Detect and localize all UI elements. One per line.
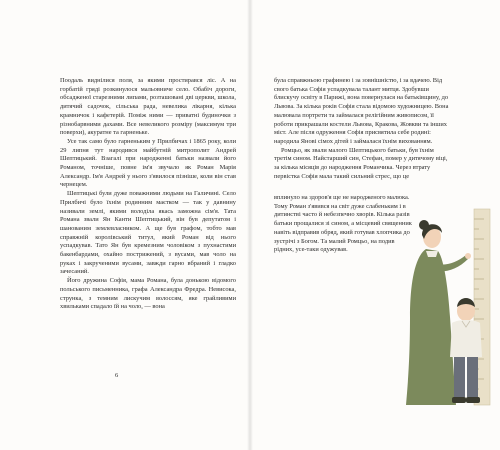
right-paragraph-3: вплинуло на здоров'я ще не народженого малюка. Тому Роман з'явився на світ дуже слабеньким і в дитинстві часто й небезпечно хворів. Кілька разів батьки прощалися зі сином, а місцевий священник навіть відправив обряд, який готував хлопчика до зустрічі з Богом. Та малий Ромцьо, на подив рідних, усе-таки одужував.: [274, 194, 412, 254]
left-page-text: [60, 77, 236, 312]
right-paragraph-2: Ромцьо, як звали малого Шептицького батьки, був їхнім третім сином. Найстарший син, Стефан, помер у дитячому віці, за кілька місяців до народження Романчика. Через втрату первістка Софія мала такий сильний стрес, що це: [274, 146, 448, 180]
right-paragraph-1: була справжньою графинею і за зовнішністю, і за вдачею. Від свого батька Софія успадкувала талант митця. Здобувши блискучу освіту в Парижі, вона повернулася на батьківщину, до Львова. За кілька років Софія стала відомою художницею. Вона малювала портрети та займалася релігійним живописом, її роботи прикрашали костели Львова, Кракова, Жовкви та інших міст. Але після одруження Софія присвятила себе родині: народила Янові сімох дітей і займалася їхнім вихованням.: [274, 77, 449, 145]
left-paragraph-2: Усе так само було гарненьким у Прилбичах і 1865 року, коли 29 липня тут народився майбутній митрополит Андрей Шептицький. Взагалі при народженні батьки назвали його Романом, точніше, повне ім'я звучало як Роман Марія Александр. Ім'я Андрей у нього з'явилося пізніше, коли він став чернецем.: [60, 137, 236, 189]
left-page: [0, 0, 248, 450]
left-paragraph-4: Його дружина Софія, мама Романа, була донькою відомого польського письменника, графа Александра Фредра. Невисока, струнка, з темним лискучим волоссям, яке грайливими хвильками спадало їй на чоло, — вона: [60, 277, 236, 311]
left-paragraph-3: Шептицькі були дуже поважними людьми на Галичині. Село Прилбичі було їхнім родинним маєтком — так у давнину називали землі, якими володіла якась заможна сім'я. Тата Романа звали Ян Канти Шептицький, він був депутатом і шанованим землевласником. А ще був графом, тобто мав справжній королівський титул, який Роман від нього успадкував. Тато Ян був кремезним чоловіком з пухнастими бакенбардами, охайно пострижений, з вусами, мав чоло на руках і закрученими вусами, завжди гарно вбраний і гладко зачесаний.: [60, 190, 236, 276]
left-paragraph-1: Поодаль виднілися поля, за якими простирався ліс. А на горбатій гряді розкинулося мальовниче село. Обабіч дороги, обсадженої старезними липами, розташовані дві церкви, школа, дитячий садочок, сільська рада, невелика лікарня, кілька крамничок і кафетерій. Поміж ними — приватні будиночки з різнобарвними дахами. Все невеликого розміру (максимум три поверхи), акуратне та гарненьке.: [60, 77, 236, 137]
right-page-wrapped-text: [274, 194, 414, 255]
right-page: [252, 0, 500, 450]
illustration-mother-measuring-boy: [404, 207, 500, 407]
right-page-text: [274, 77, 450, 181]
page-number: 6: [115, 372, 119, 379]
